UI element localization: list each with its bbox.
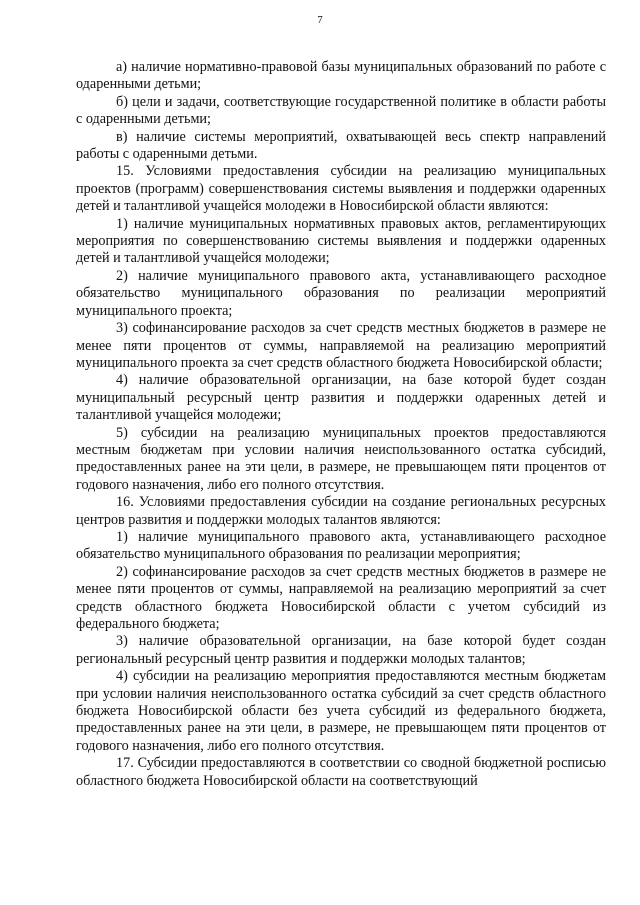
paragraph-clause-15-item-3: 3) софинансирование расходов за счет средств местных бюджетов в размере не менее пяти процентов от суммы, направляемой на реализацию мероприятий муниципального проекта за счет средств областного бюджета Новосибирской области; [76,320,606,371]
paragraph-clause-17: 17. Субсидии предоставляются в соответствии со сводной бюджетной росписью областного бюджета Новосибирской области на соответствующий [76,755,606,789]
paragraph-clause-16-item-2: 2) софинансирование расходов за счет средств местных бюджетов в размере не менее пяти процентов от суммы, направляемой на реализацию мероприятий за счет средств областного бюджета Новосибирской области с учетом субсидий из федерального бюджета; [76,563,606,632]
paragraph-clause-16: 16. Условиями предоставления субсидии на создание региональных ресурсных центров развития и поддержки молодых талантов являются: [76,494,606,528]
paragraph-item-a: а) наличие нормативно-правовой базы муниципальных образований по работе с одаренными детьми; [76,59,606,93]
paragraph-clause-15-item-2: 2) наличие муниципального правового акта, устанавливающего расходное обязательство муниципального образования по реализации мероприятий муниципального проекта; [76,267,606,319]
paragraph-clause-15-item-4: 4) наличие образовательной организации, на базе которой будет создан муниципальный ресурсный центр развития и поддержки одаренных детей и талантливой учащейся молодежи; [76,372,606,424]
paragraph-item-b: б) цели и задачи, соответствующие государственной политике в области работы с одаренными детьми; [76,93,606,128]
paragraph-clause-15-item-1: 1) наличие муниципальных нормативных правовых актов, регламентирующих мероприятия по совершенствованию системы выявления и поддержки одаренных детей и талантливой учащейся молодежи; [76,215,606,267]
paragraph-clause-15: 15. Условиями предоставления субсидии на реализацию муниципальных проектов (программ) совершенствования системы выявления и поддержки одаренных детей и талантливой учащейся молодежи в Новосибирской области являются: [76,163,606,215]
paragraph-clause-15-item-5: 5) субсидии на реализацию муниципальных проектов предоставляются местным бюджетам при условии наличия неиспользованного остатка субсидий, предоставленных ранее на эти цели, в размере, не превышающем пяти процентов от годового назначения, либо его полного отсутствия. [76,424,606,493]
paragraph-item-v: в) наличие системы мероприятий, охватывающей весь спектр направлений работы с одаренными детьми. [76,128,606,163]
paragraph-clause-16-item-3: 3) наличие образовательной организации, на базе которой будет создан региональный ресурсный центр развития и поддержки молодых талантов; [76,633,606,667]
paragraph-clause-16-item-4: 4) субсидии на реализацию мероприятия предоставляются местным бюджетам при условии наличия неиспользованного остатка субсидий за счет средств областного бюджета Новосибирской области без учета субсидий из федерального бюджета, предоставленных ранее на эти цели, в размере, не превышающем пяти процентов от годового назначения, либо его полного отсутствия. [76,668,606,754]
paragraph-clause-16-item-1: 1) наличие муниципального правового акта, устанавливающего расходное обязательство муниципального образования по реализации мероприятия; [76,528,606,563]
document-body [76,59,606,790]
page-number: 7 [317,14,323,26]
